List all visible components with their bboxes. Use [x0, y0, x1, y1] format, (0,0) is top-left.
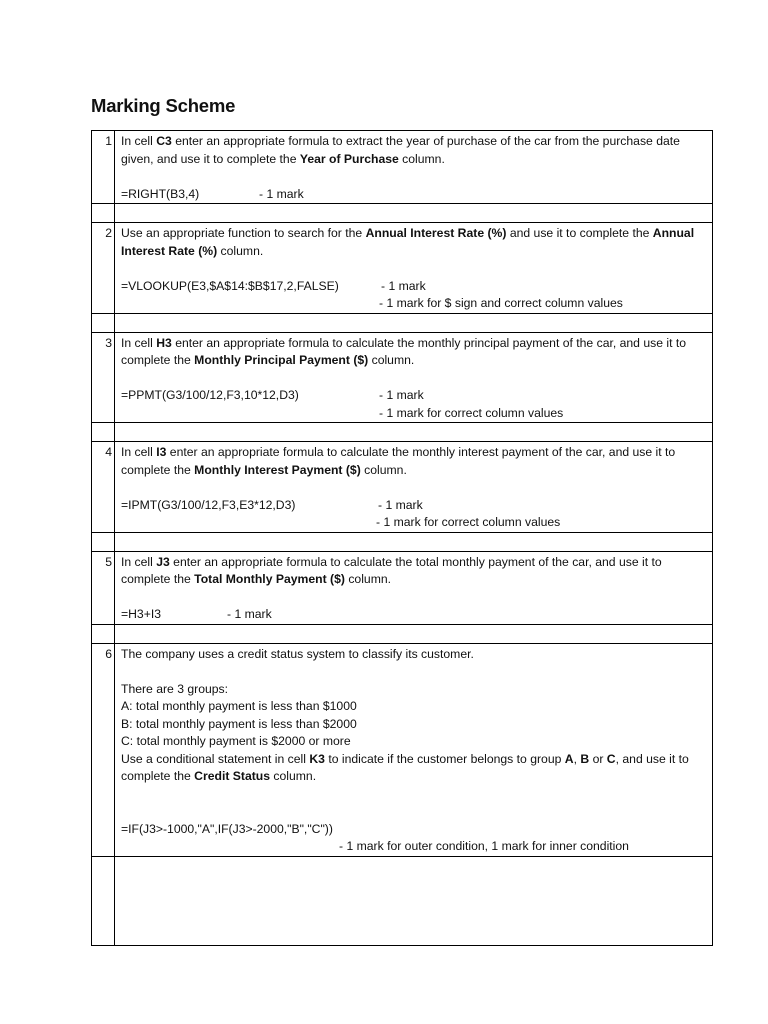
formula-row — [121, 278, 708, 296]
table-row — [92, 551, 713, 624]
mark-row — [121, 838, 708, 856]
item-number: 5 — [92, 551, 115, 624]
table-row — [92, 643, 713, 856]
item-description: Use an appropriate function to search for the Annual Interest Rate (%) and use it to complete the Annual Interest Rate (%) column. — [121, 226, 698, 258]
item-body — [115, 643, 713, 856]
bold-term: K3 — [309, 751, 325, 766]
mark-text: - 1 mark — [259, 186, 304, 201]
bold-term: Credit Status — [194, 769, 271, 783]
formula-text: =VLOOKUP(E3,$A$14:$B$17,2,FALSE) — [121, 278, 339, 293]
mark-row — [121, 514, 708, 532]
bold-term: Monthly Interest Payment ($) — [194, 462, 361, 477]
mark-text: - 1 mark for correct column values — [379, 405, 564, 420]
item-number: 3 — [92, 332, 115, 423]
item-description: In cell H3 enter an appropriate formula to calculate the monthly principal payment of the car, and use it to complete the Monthly Principal Payment ($) column. — [121, 335, 690, 367]
formula-text: =IPMT(G3/100/12,F3,E3*12,D3) — [121, 497, 296, 512]
mark-text: - 1 mark — [379, 388, 424, 402]
mark-text: - 1 mark for outer condition, 1 mark for inner condition — [339, 839, 629, 853]
mark-row — [121, 295, 708, 313]
mark-text: - 1 mark — [227, 607, 272, 621]
marking-scheme-body — [92, 131, 713, 946]
group-item: C: total monthly payment is $2000 or more — [121, 734, 351, 748]
item-intro: The company uses a credit status system to classify its customer. — [121, 646, 474, 661]
bold-term: J3 — [156, 554, 170, 569]
formula-text: =IF(J3>-1000,"A",IF(J3>-2000,"B","C")) — [121, 821, 333, 836]
formula-text: =H3+I3 — [121, 607, 161, 621]
empty-row — [92, 856, 713, 945]
item-description: In cell I3 enter an appropriate formula to calculate the monthly interest payment of the car, and use it to complete the Monthly Interest Payment ($) column. — [121, 445, 679, 477]
bold-term: H3 — [156, 335, 172, 350]
bold-term: C3 — [156, 134, 172, 148]
formula-text: =RIGHT(B3,4) — [121, 186, 200, 201]
item-number: 4 — [92, 442, 115, 533]
bold-term: I3 — [156, 445, 167, 459]
mark-row — [121, 405, 708, 423]
groups-heading: There are 3 groups: — [121, 681, 229, 696]
group-item: B: total monthly payment is less than $2000 — [121, 716, 357, 731]
formula-text: =PPMT(G3/100/12,F3,10*12,D3) — [121, 388, 299, 402]
table-row — [92, 442, 713, 533]
mark-text: - 1 mark for correct column values — [376, 515, 561, 529]
formula-row — [121, 497, 708, 515]
table-row — [92, 131, 713, 204]
bold-term: Annual Interest Rate (%) — [121, 226, 698, 258]
formula-row — [121, 821, 708, 839]
bold-term: B — [580, 751, 590, 766]
item-body — [115, 332, 713, 423]
spacer-row — [92, 624, 713, 643]
item-number: 1 — [92, 131, 115, 204]
spacer-row — [92, 532, 713, 551]
formula-row — [121, 387, 708, 405]
bold-term: C — [606, 751, 616, 766]
item-body — [115, 131, 713, 204]
item-number: 2 — [92, 223, 115, 314]
item-instruction: Use a conditional statement in cell K3 to indicate if the customer belongs to group A, B or C, and use it to complete the Credit Status column. — [121, 751, 693, 783]
table-row — [92, 332, 713, 423]
item-body — [115, 442, 713, 533]
spacer-row — [92, 313, 713, 332]
bold-term: Annual Interest Rate (%) — [365, 226, 507, 240]
table-row — [92, 223, 713, 314]
item-description: In cell J3 enter an appropriate formula to calculate the total monthly payment of the car, and use it to complete the Total Monthly Payment ($) column. — [121, 554, 666, 586]
formula-row — [121, 606, 708, 624]
spacer-row — [92, 204, 713, 223]
group-item: A: total monthly payment is less than $1000 — [121, 699, 357, 713]
item-body — [115, 551, 713, 624]
bold-term: Year of Purchase — [299, 151, 399, 166]
bold-term: Monthly Principal Payment ($) — [194, 353, 369, 367]
bold-term: Total Monthly Payment ($) — [194, 572, 345, 586]
mark-text: - 1 mark for $ sign and correct column values — [379, 296, 623, 310]
item-body — [115, 223, 713, 314]
marking-scheme-table — [91, 130, 713, 946]
spacer-row — [92, 423, 713, 442]
formula-row — [121, 186, 708, 204]
page-title: Marking Scheme — [91, 95, 236, 116]
item-description: In cell C3 enter an appropriate formula to extract the year of purchase of the car from the purchase date given, and use it to complete the Year of Purchase column. — [121, 134, 684, 166]
mark-text: - 1 mark — [378, 497, 423, 512]
mark-text: - 1 mark — [381, 278, 426, 293]
bold-term: A — [564, 751, 574, 766]
item-number: 6 — [92, 643, 115, 856]
